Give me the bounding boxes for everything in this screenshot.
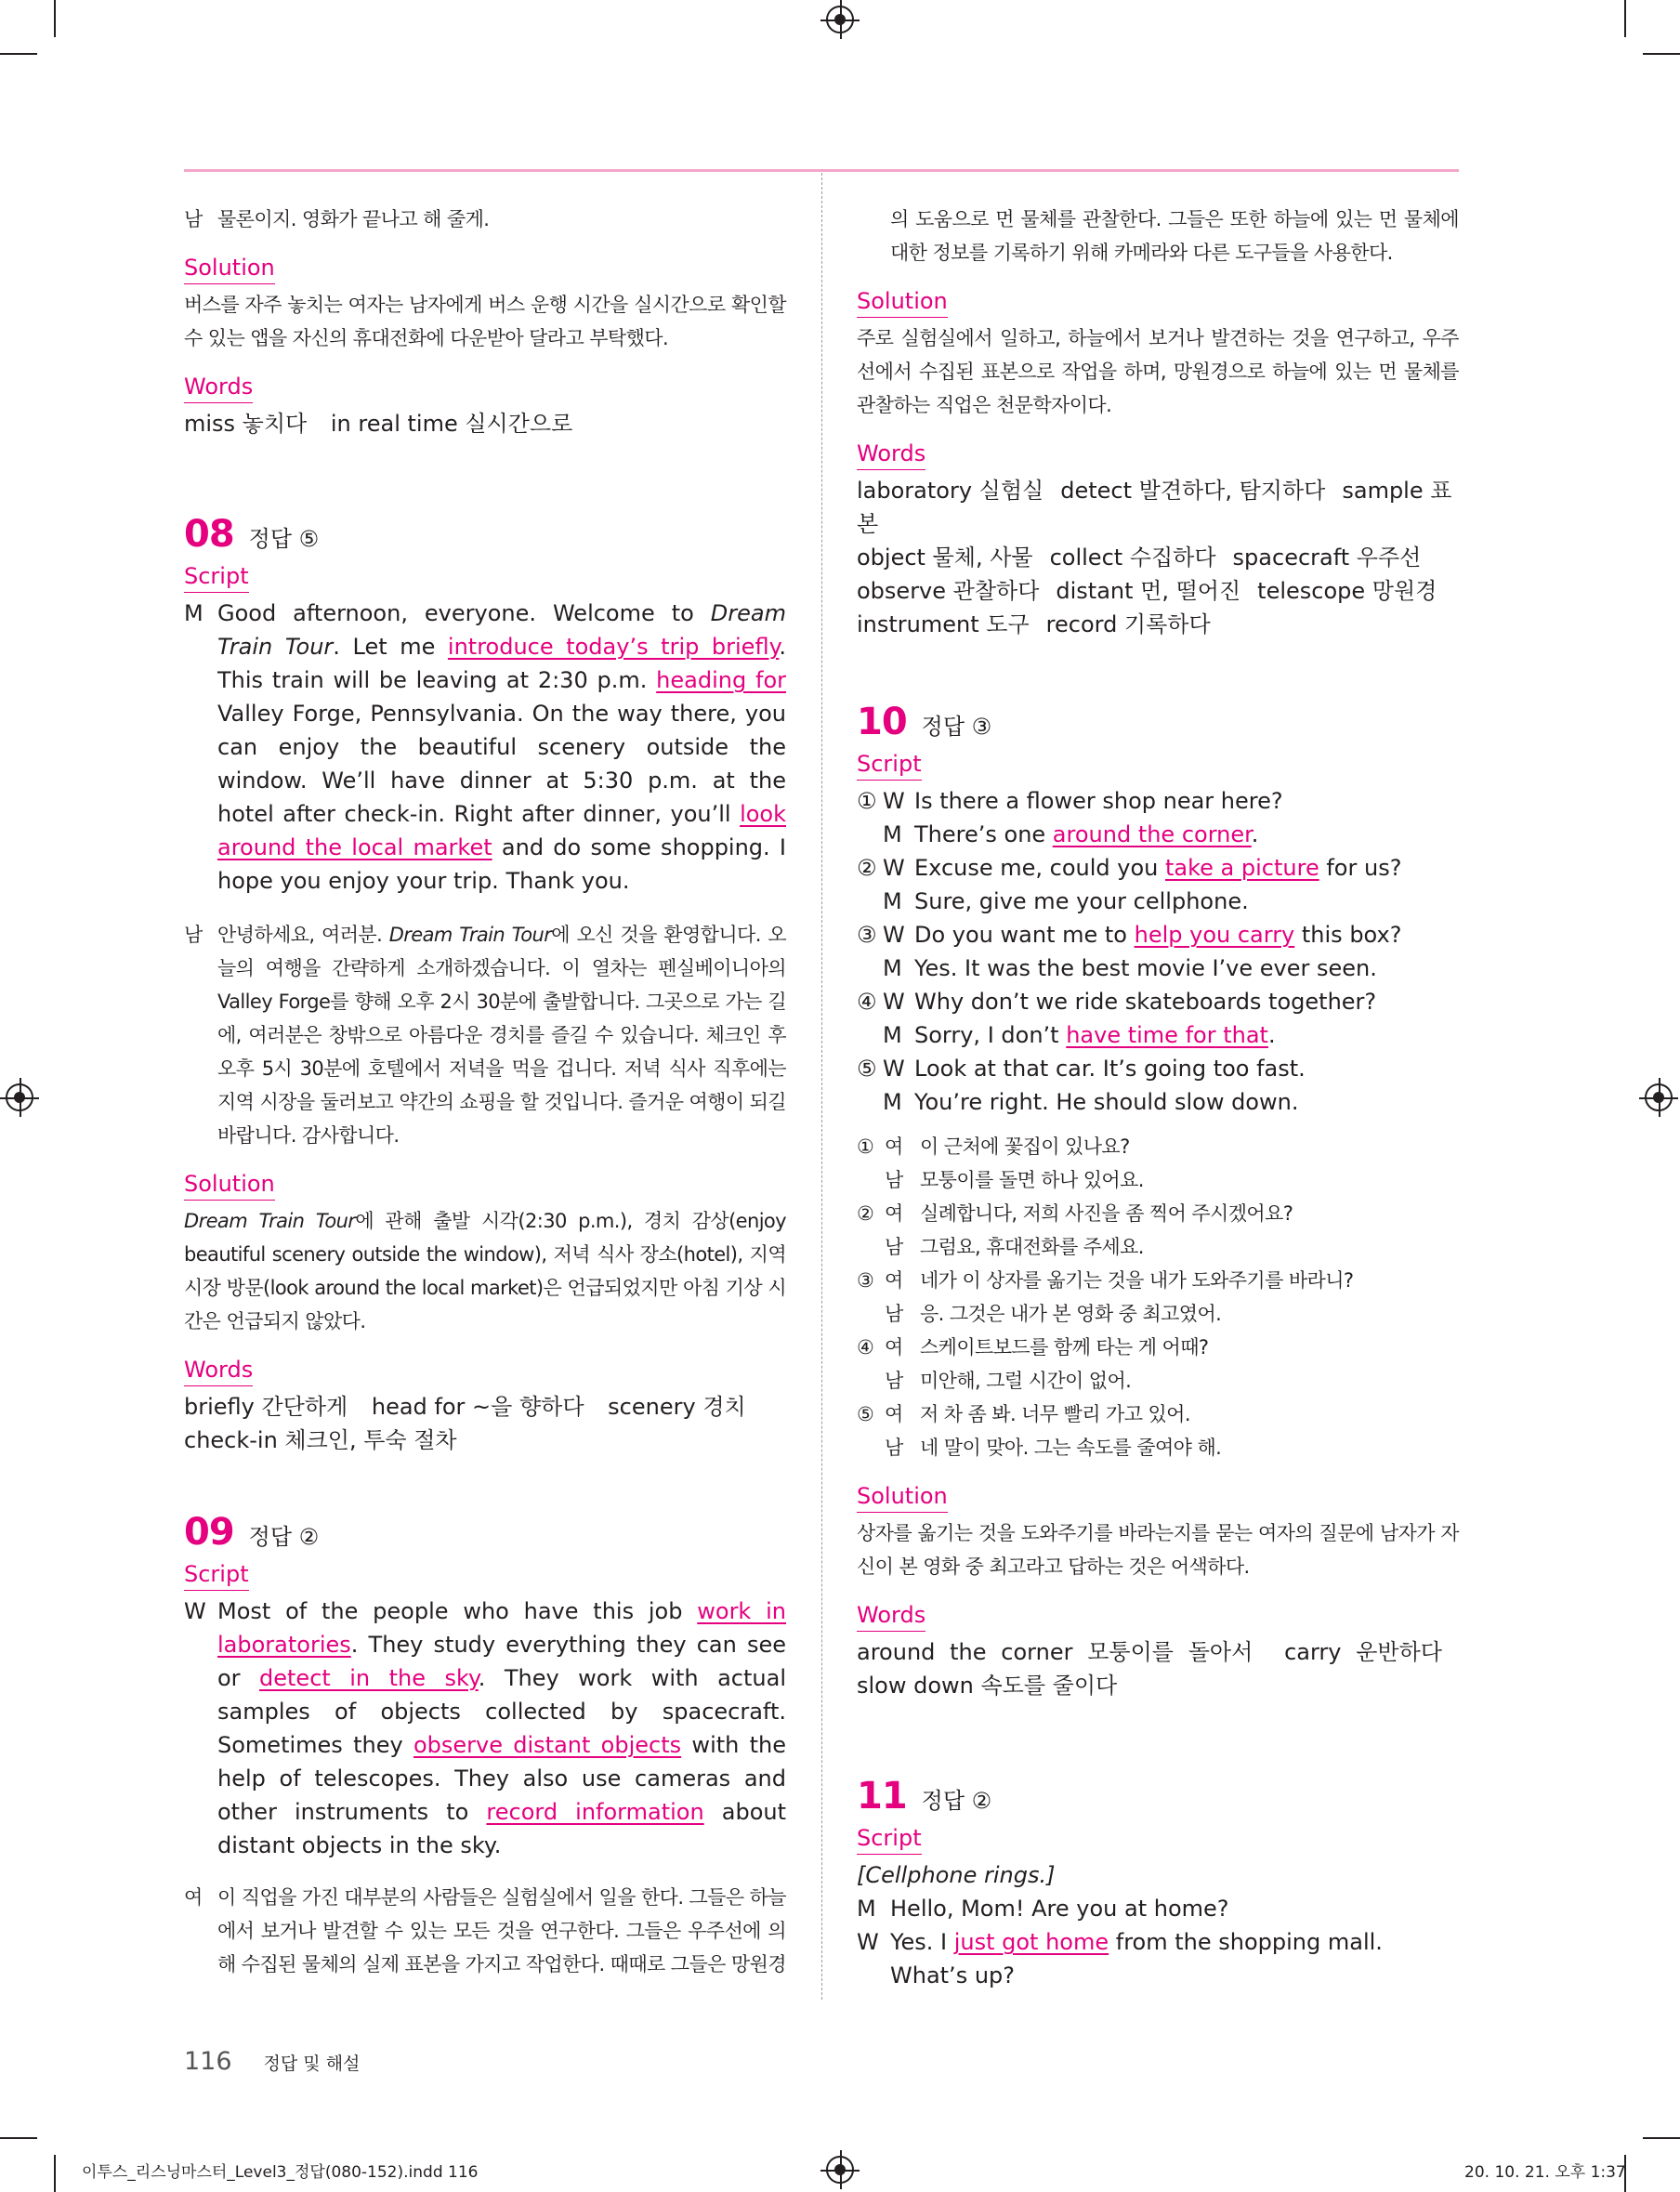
dialogue-text xyxy=(890,1925,1459,1992)
word-entry: object 물체, 사물 xyxy=(857,545,1033,571)
text-run: There’s one xyxy=(914,821,1053,847)
translation-line xyxy=(857,1197,1459,1230)
word-entry: check-in 체크인, 투숙 절차 xyxy=(184,1427,457,1453)
text-run: . xyxy=(1267,1022,1276,1048)
option-number: ③ xyxy=(857,1269,874,1292)
translation-text: 미안해, 그럴 시간이 없어. xyxy=(920,1370,1132,1392)
crop-mark xyxy=(0,53,37,55)
dialogue-text xyxy=(914,952,1377,985)
words-list xyxy=(184,407,786,440)
translation-text: 스케이트보드를 함께 타는 게 어때? xyxy=(920,1336,1209,1359)
dialogue-text xyxy=(914,885,1249,918)
question-number: 08 xyxy=(184,513,234,556)
text-run: with the help of telescopes. They also use cameras and other instruments to xyxy=(217,1732,787,1825)
word-entry: detect 발견하다, 탐지하다 xyxy=(1060,478,1326,504)
speaker: 여 xyxy=(885,1336,903,1359)
script-dialogue xyxy=(857,1892,1459,1992)
translation-line xyxy=(857,1230,1459,1264)
option-number: ① xyxy=(857,1135,874,1158)
text-run: Sure, give me your cellphone. xyxy=(914,888,1249,914)
speaker: 남 xyxy=(184,208,203,230)
text-run: this box? xyxy=(1294,922,1402,948)
option-line xyxy=(857,1085,1459,1119)
words-label: Words xyxy=(857,439,925,470)
word-entry: sample 표본 xyxy=(857,478,1452,537)
script-paragraph xyxy=(184,1595,786,1862)
script-options xyxy=(857,784,1459,1119)
word-entry: instrument 도구 xyxy=(857,611,1030,637)
key-expression: observe distant objects xyxy=(413,1732,682,1758)
italic-title: Dream Train Tour xyxy=(184,1210,356,1232)
key-expression: record information xyxy=(486,1799,704,1825)
key-expression: help you carry xyxy=(1134,922,1295,948)
option-line xyxy=(857,784,1459,818)
translation-continued: 의 도움으로 먼 물체를 관찰한다. 그들은 또한 하늘에 있는 먼 물체에 대한 정보를 기록하기 위해 카메라와 다른 도구들을 사용한다. xyxy=(890,208,1459,264)
text-run: . They study everything they can see or xyxy=(217,1632,786,1691)
translation-line xyxy=(857,1163,1459,1197)
translation-text xyxy=(217,918,786,1152)
text-run: Do you want me to xyxy=(914,922,1135,948)
text-run: and do some shopping. I hope you enjoy your trip. Thank you. xyxy=(217,834,786,894)
words-list xyxy=(857,474,1459,641)
speaker: 남 xyxy=(885,1169,903,1191)
key-expression: have time for that xyxy=(1066,1022,1268,1048)
spacer xyxy=(857,885,883,918)
speaker: 여 xyxy=(184,1886,203,1909)
dialogue-text xyxy=(914,784,1283,818)
option-line xyxy=(857,918,1459,952)
translation-text: 그럼요, 휴대전화를 주세요. xyxy=(920,1236,1144,1258)
key-expression: around the corner xyxy=(1052,821,1252,847)
solution-label: Solution xyxy=(184,253,275,284)
option-line xyxy=(857,1018,1459,1052)
dialogue-text xyxy=(914,918,1401,952)
dialogue-line xyxy=(857,1892,1459,1925)
words-label: Words xyxy=(184,372,253,403)
speaker: M xyxy=(883,1022,902,1048)
word-entry: collect 수집하다 xyxy=(1049,545,1216,571)
key-expression: work in laboratories xyxy=(217,1598,786,1658)
speaker: 여 xyxy=(885,1269,903,1292)
text-run: from the shopping mall. What’s up? xyxy=(890,1929,1383,1989)
speaker: M xyxy=(883,888,902,914)
option-number: ① xyxy=(857,788,877,814)
answer-text: 정답 ⑤ xyxy=(248,526,320,552)
spacer xyxy=(857,1085,883,1119)
text-run: . Let me xyxy=(333,634,448,660)
speaker: 남 xyxy=(885,1437,903,1459)
key-expression: just got home xyxy=(953,1929,1109,1955)
registration-mark-icon xyxy=(826,6,854,33)
right-column xyxy=(857,203,1459,1992)
option-line xyxy=(857,952,1459,985)
column-divider xyxy=(821,173,822,2000)
key-expression: introduce today’s trip briefly xyxy=(447,634,780,660)
speaker: W xyxy=(883,989,905,1015)
translation-line xyxy=(857,1130,1459,1163)
word-entry: around the corner 모퉁이를 돌아서 xyxy=(857,1639,1253,1665)
translation-text: 이 근처에 꽃집이 있나요? xyxy=(920,1135,1130,1158)
option-number: ② xyxy=(857,855,877,881)
text-run: Yes. It was the best movie I’ve ever seen. xyxy=(914,955,1377,981)
words-list xyxy=(184,1390,786,1457)
question-number: 10 xyxy=(857,701,907,743)
dialogue-text: 물론이지. 영화가 끝나고 해 줄게. xyxy=(217,208,490,230)
translation-text: 네 말이 맞아. 그는 속도를 줄여야 해. xyxy=(920,1437,1222,1459)
dialogue-text xyxy=(914,851,1401,885)
dialogue-text xyxy=(914,1018,1276,1052)
script-label: Script xyxy=(857,749,922,781)
translation-text: 네가 이 상자를 옮기는 것을 내가 도와주기를 바라니? xyxy=(920,1269,1354,1292)
translation-paragraph xyxy=(184,1881,786,1981)
italic-title: Dream Train Tour xyxy=(217,600,786,660)
word-entry: telescope 망원경 xyxy=(1257,578,1437,604)
word-entry: slow down 속도를 줄이다 xyxy=(857,1673,1118,1699)
option-line xyxy=(857,1052,1459,1085)
word-entry: miss 놓치다 xyxy=(184,411,308,437)
speaker: W xyxy=(883,922,905,948)
spacer xyxy=(857,952,883,985)
text-run: . xyxy=(1251,821,1259,847)
text-run: Yes. I xyxy=(890,1929,954,1955)
translation-line xyxy=(857,1364,1459,1398)
registration-mark-icon xyxy=(6,1083,33,1111)
speaker: M xyxy=(883,955,902,981)
key-expression: heading for xyxy=(656,667,786,693)
text-run: Sorry, I don’t xyxy=(914,1022,1067,1048)
answer-text: 정답 ② xyxy=(248,1524,320,1550)
section-title: 정답 및 해설 xyxy=(263,2054,361,2074)
speaker: M xyxy=(857,1896,876,1922)
word-entry: distant 먼, 떨어진 xyxy=(1056,578,1241,604)
speaker: 여 xyxy=(885,1202,903,1225)
spacer xyxy=(857,1163,885,1197)
crop-mark xyxy=(1643,53,1680,55)
crop-mark xyxy=(54,2155,56,2192)
question-header xyxy=(857,701,1459,743)
word-entry: head for ~을 향하다 xyxy=(371,1394,584,1420)
speaker: W xyxy=(184,1598,206,1624)
option-number: ⑤ xyxy=(857,1403,874,1425)
stage-direction: [Cellphone rings.] xyxy=(857,1862,1056,1888)
text-run: Most of the people who have this job xyxy=(217,1598,698,1624)
speaker: W xyxy=(883,1056,905,1082)
speaker: 남 xyxy=(885,1370,903,1392)
text-run: You’re right. He should slow down. xyxy=(914,1089,1299,1115)
question-header xyxy=(857,1775,1459,1818)
dialogue-text xyxy=(914,1085,1298,1119)
question-header xyxy=(184,513,786,556)
translation-line xyxy=(857,1331,1459,1364)
speaker: M xyxy=(184,600,203,626)
dialogue-text xyxy=(914,985,1376,1018)
solution-label: Solution xyxy=(857,1481,948,1513)
speaker: 남 xyxy=(885,1236,903,1258)
speaker: 남 xyxy=(184,924,203,946)
word-entry: laboratory 실험실 xyxy=(857,478,1044,504)
script-text xyxy=(217,597,786,898)
word-entry: in real time 실시간으로 xyxy=(330,411,573,437)
text-run: about distant objects in the sky. xyxy=(217,1799,787,1858)
word-entry: briefly 간단하게 xyxy=(184,1394,348,1420)
crop-mark xyxy=(1624,0,1626,37)
key-expression: look around the local market xyxy=(217,801,786,860)
option-number: ④ xyxy=(857,989,877,1015)
translation-options xyxy=(857,1130,1459,1464)
spacer xyxy=(857,818,883,851)
translation-line xyxy=(857,1398,1459,1431)
text-run: Is there a flower shop near here? xyxy=(914,788,1283,814)
script-label: Script xyxy=(857,1823,922,1855)
text-run: . They work with actual samples of objects collected by spacecraft. Sometimes they xyxy=(217,1665,786,1758)
translation-text: 이 직업을 가진 대부분의 사람들은 실험실에서 일을 한다. 그들은 하늘에서 보거나 발견할 수 있는 모든 것을 연구한다. 그들은 우주선에 의해 수집된 물체의 실제 표본을 가지고 작업한다. 때때로 그들은 망원경 xyxy=(217,1886,786,1975)
spacer xyxy=(857,1297,885,1331)
script-label: Script xyxy=(184,1559,249,1591)
question-header xyxy=(184,1511,786,1554)
translation-text: 응. 그것은 내가 본 영화 중 최고였어. xyxy=(920,1303,1222,1325)
words-list xyxy=(857,1635,1459,1702)
text-run: Good afternoon, everyone. Welcome to xyxy=(217,600,711,626)
option-line xyxy=(857,985,1459,1018)
translation-paragraph xyxy=(184,918,786,1152)
dialogue-text xyxy=(914,1052,1306,1085)
text-run: 에 오신 것을 환영합니다. 오늘의 여행을 간략하게 소개하겠습니다. 이 열차는 펜실베이니아의 Valley Forge를 향해 오후 2시 30분에 출발합니다. 그곳으로 가는 길에, 여러분은 창밖으로 아름다운 경치를 즐길 수 있습니다. 체크인 후 오후 5시 30분에 호텔에서 저녁을 먹을 겁니다. 저녁 식사 직후에는 지역 시장을 둘러보고 약간의 쇼핑을 할 것입니다. 즐거운 여행이 되길 바랍니다. 감사합니다. xyxy=(217,924,787,1147)
dialogue-line xyxy=(857,1925,1459,1992)
spacer xyxy=(857,1431,885,1464)
question-number: 09 xyxy=(184,1511,234,1554)
slug-file: 이투스_리스닝마스터_Level3_정답(080-152).indd 116 xyxy=(82,2163,479,2182)
continued-dialogue-line xyxy=(184,203,786,236)
left-column xyxy=(184,203,786,1981)
word-entry: record 기록하다 xyxy=(1045,611,1211,637)
registration-mark-icon xyxy=(1645,1083,1673,1111)
text-run: 에 관해 출발 시각(2:30 p.m.), 경치 감상(enjoy beautiful scenery outside the window), 저녁 식사 장소(hotel), 지역 시장 방문(look around the local market)은 언급되었지만 아침 기상 시간은 언급되지 않았다. xyxy=(184,1210,787,1332)
option-line xyxy=(857,818,1459,851)
solution-text: 버스를 자주 놓치는 여자는 남자에게 버스 운행 시간을 실시간으로 확인할 수 있는 앱을 자신의 휴대전화에 다운받아 달라고 부탁했다. xyxy=(184,294,786,349)
words-label: Words xyxy=(857,1600,925,1632)
word-entry: observe 관찰하다 xyxy=(857,578,1040,604)
script-text xyxy=(217,1595,786,1862)
answer-text: 정답 ② xyxy=(921,1788,992,1814)
solution-text: 상자를 옮기는 것을 도와주기를 바라는지를 묻는 여자의 질문에 남자가 자신이 본 영화 중 최고라고 답하는 것은 어색하다. xyxy=(857,1522,1459,1578)
crop-mark xyxy=(0,2137,37,2139)
text-run: Hello, Mom! Are you at home? xyxy=(890,1896,1229,1922)
speaker: M xyxy=(883,1089,902,1115)
word-entry: scenery 경치 xyxy=(608,1394,746,1420)
speaker: W xyxy=(883,788,905,814)
option-number: ④ xyxy=(857,1336,874,1359)
slug-date: 20. 10. 21. 오후 1:37 xyxy=(1464,2163,1626,2182)
translation-text: 저 차 좀 봐. 너무 빨리 가고 있어. xyxy=(920,1403,1190,1425)
crop-mark xyxy=(54,0,56,37)
text-run: for us? xyxy=(1319,855,1402,881)
solution-label: Solution xyxy=(184,1169,275,1201)
page-number: 116 xyxy=(184,2047,232,2076)
option-line xyxy=(857,885,1459,918)
page-footer xyxy=(184,2047,360,2076)
script-label: Script xyxy=(184,561,249,593)
speaker: 남 xyxy=(885,1303,903,1325)
spacer xyxy=(857,1364,885,1398)
key-expression: detect in the sky xyxy=(259,1665,479,1691)
translation-line xyxy=(857,1431,1459,1464)
italic-title: Dream Train Tour xyxy=(388,924,552,946)
option-number: ⑤ xyxy=(857,1056,877,1082)
text-run: Excuse me, could you xyxy=(914,855,1165,881)
solution-text: 주로 실험실에서 일하고, 하늘에서 보거나 발견하는 것을 연구하고, 우주선에서 수집된 표본으로 작업을 하며, 망원경으로 하늘에 있는 먼 물체를 관찰하는 직업은 천문학자이다. xyxy=(857,327,1459,416)
translation-line xyxy=(857,1297,1459,1331)
option-number: ③ xyxy=(857,922,877,948)
speaker: 여 xyxy=(885,1135,903,1158)
speaker: W xyxy=(883,855,905,881)
solution-text xyxy=(184,1204,786,1338)
speaker: M xyxy=(883,821,902,847)
word-entry: carry 운반하다 xyxy=(1284,1639,1442,1665)
word-entry: spacecraft 우주선 xyxy=(1232,545,1422,571)
answer-text: 정답 ③ xyxy=(921,714,992,740)
translation-line xyxy=(857,1264,1459,1297)
solution-label: Solution xyxy=(857,286,948,318)
speaker: W xyxy=(857,1929,879,1955)
speaker: 여 xyxy=(885,1403,903,1425)
words-label: Words xyxy=(184,1355,253,1386)
dialogue-text xyxy=(890,1892,1229,1925)
question-number: 11 xyxy=(857,1775,907,1818)
option-number: ② xyxy=(857,1202,874,1225)
spacer xyxy=(857,1230,885,1264)
translation-text: 실례합니다, 저희 사진을 좀 찍어 주시겠어요? xyxy=(920,1202,1293,1225)
header-rule xyxy=(184,169,1459,172)
translation-text: 모퉁이를 돌면 하나 있어요. xyxy=(920,1169,1144,1191)
registration-mark-icon xyxy=(826,2156,854,2184)
spacer xyxy=(857,1018,883,1052)
text-run: Why don’t we ride skateboards together? xyxy=(914,989,1377,1015)
script-paragraph xyxy=(184,597,786,898)
key-expression: take a picture xyxy=(1165,855,1319,881)
option-line xyxy=(857,851,1459,885)
text-run: . This train will be leaving at 2:30 p.m. xyxy=(217,634,786,693)
crop-mark xyxy=(1643,2137,1680,2139)
dialogue-text xyxy=(914,818,1258,851)
text-run: 안녕하세요, 여러분. xyxy=(217,924,389,946)
text-run: Valley Forge, Pennsylvania. On the way there, you can enjoy the beautiful scenery outside the window. We’ll have dinner at 5:30 p.m. at the hotel after check-in. Right after dinner, you’ll xyxy=(217,701,786,827)
text-run: Look at that car. It’s going too fast. xyxy=(914,1056,1306,1082)
